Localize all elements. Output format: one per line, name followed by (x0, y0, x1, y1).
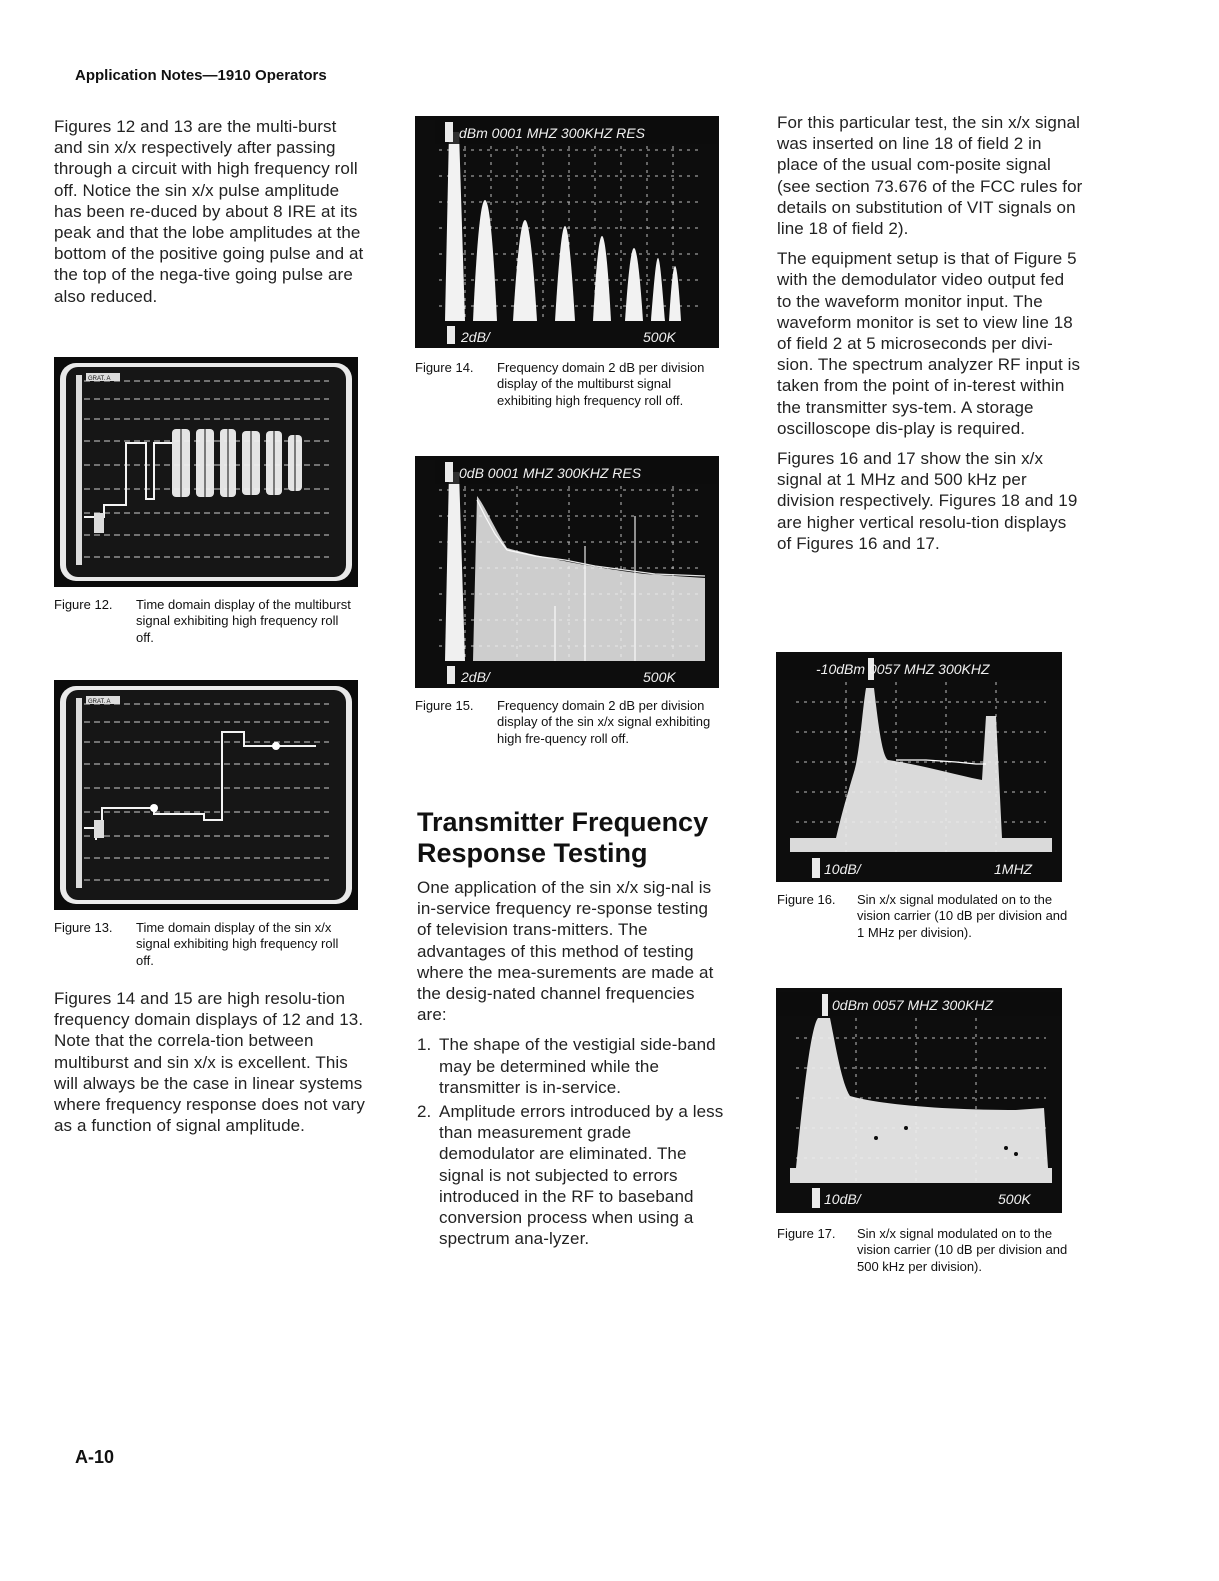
figure-14-caption-text: Frequency domain 2 dB per division display of the multiburst signal exhibiting high frequency roll off. (497, 360, 705, 408)
figure-14-bottom-left: 2dB/ (461, 329, 490, 345)
figure-13-graticule-label: GRAT. A (88, 699, 111, 705)
figure-12-label: Figure 12. (54, 597, 113, 612)
section-heading (417, 807, 737, 869)
list-item-number: 2. (417, 1102, 432, 1122)
figure-16-bottom-left: 10dB/ (824, 861, 861, 877)
figure-17-top-readout: 0dBm 0057 MHZ 300KHZ (832, 997, 994, 1013)
page-number: A-10 (75, 1447, 115, 1467)
figure-16-image (776, 652, 1062, 882)
figure-16-top-readout: -10dBm 0057 MHZ 300KHZ (816, 661, 990, 677)
figure-17-caption-text: Sin x/x signal modulated on to the vision carrier (10 dB per division and 500 kHz per division). (857, 1226, 1068, 1274)
figure-14-image (415, 116, 719, 348)
figure-12-caption-text: Time domain display of the multiburst signal exhibiting high frequency roll off. (136, 597, 351, 645)
col2-text (417, 877, 727, 1252)
col1-paragraph-2: Figures 14 and 15 are high resolu-tion frequency domain displays of 12 and 13. Note that the correla-tion between multiburst and sin x/x is excellent. This will always be the case in linear systems where frequency response does not vary as a function of signal amplitude. (54, 989, 365, 1136)
figure-14-bottom-right: 500K (643, 329, 676, 345)
figure-12-graticule-label: GRAT. A (88, 376, 111, 382)
figure-13-caption (54, 920, 364, 969)
figure-15-caption (415, 698, 725, 747)
list-item-text: The shape of the vestigial side-band may be determined while the transmitter is in-service. (439, 1035, 716, 1097)
list-item-text: Amplitude errors introduced by a less than measurement grade demodulator are eliminated. The signal is not subjected to errors introduced in the RF to baseband conversion process when using a spectrum ana-lyzer. (439, 1102, 724, 1249)
col3-paragraph-2: The equipment setup is that of Figure 5 with the demodulator video output fed to the waveform monitor input. The waveform monitor is set to view line 18 of field 2 at 5 microseconds per divi-sion. The spectrum analyzer RF input is taken from the point of in-terest within the transmitter sys-tem. A storage oscilloscope dis-play is required. (777, 249, 1081, 438)
figure-16-caption (777, 892, 1087, 941)
figure-15-label: Figure 15. (415, 698, 474, 713)
figure-17-image (776, 988, 1062, 1213)
figure-14-top-readout: dBm 0001 MHZ 300KHZ RES (459, 125, 645, 141)
figure-13-image (54, 680, 358, 910)
col2-paragraph-1: One application of the sin x/x sig-nal is in-service frequency re-sponse testing of television trans-mitters. The advantages of this method of testing where the mea-surements are made at the desig-nated channel frequencies are: (417, 878, 714, 1025)
list-item (417, 1101, 727, 1249)
figure-12-image (54, 357, 358, 587)
figure-17-bottom-right: 500K (998, 1191, 1031, 1207)
figure-15-bottom-right: 500K (643, 669, 676, 685)
figure-16-caption-text: Sin x/x signal modulated on to the vision carrier (10 dB per division and 1 MHz per division). (857, 892, 1068, 940)
figure-17-caption (777, 1226, 1087, 1275)
col1-text-top (54, 116, 366, 316)
col3-paragraph-3: Figures 16 and 17 show the sin x/x signal at 1 MHz and 500 kHz per division respectively. Figures 18 and 19 are higher vertical resolu-tion displays of Figures 16 and 17. (777, 449, 1078, 553)
figure-15-caption-text: Frequency domain 2 dB per division display of the sin x/x signal exhibiting high fre-quency roll off. (497, 698, 711, 746)
col1-paragraph-1: Figures 12 and 13 are the multi-burst and sin x/x respectively after passing through a circuit with high frequency roll off. Notice the sin x/x pulse amplitude has been re-duced by about 8 IRE at its peak and that the lobe amplitudes at the bottom of the positive going pulse and at the top of the nega-tive going pulse are also reduced. (54, 117, 364, 306)
figure-16-bottom-right: 1MHZ (994, 861, 1033, 877)
page-header: Application Notes—1910 Operators (75, 67, 327, 84)
figure-17-label: Figure 17. (777, 1226, 836, 1241)
section-heading-line-2: Response Testing (417, 838, 648, 868)
figure-15-top-readout: 0dB 0001 MHZ 300KHZ RES (459, 465, 642, 481)
figure-14-caption (415, 360, 725, 409)
figure-17-bottom-left: 10dB/ (824, 1191, 861, 1207)
section-heading-line-1: Transmitter Frequency (417, 807, 709, 837)
figure-14-label: Figure 14. (415, 360, 474, 375)
col3-paragraph-1: For this particular test, the sin x/x signal was inserted on line 18 of field 2 in place of the usual com-posite signal (see section 73.676 of the FCC rules for details on substitution of VIT signals on line 18 of field 2). (777, 113, 1083, 239)
list-item (417, 1034, 727, 1098)
figure-15-image (415, 456, 719, 688)
col1-text-bottom (54, 988, 366, 1145)
figure-13-caption-text: Time domain display of the sin x/x signal exhibiting high frequency roll off. (136, 920, 339, 968)
figure-13-label: Figure 13. (54, 920, 113, 935)
figure-12-caption (54, 597, 364, 646)
figure-16-label: Figure 16. (777, 892, 836, 907)
figure-15-bottom-left: 2dB/ (461, 669, 490, 685)
list-item-number: 1. (417, 1035, 432, 1055)
col3-text (777, 112, 1083, 563)
